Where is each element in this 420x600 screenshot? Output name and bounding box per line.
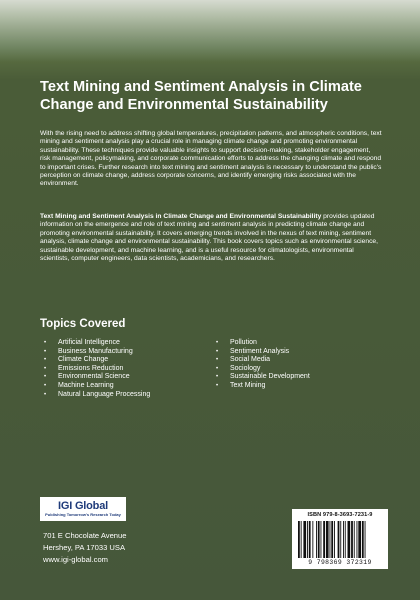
topic-item: • Social Media	[216, 356, 271, 364]
description-paragraph-1: With the rising need to address shifting global temperatures, precipitation patterns, and atmospheric conditions, text mining and sentiment analysis play a crucial role in managing climate change and promoting environmental sustainability. These techniques provide valuable insights to support decision-making, stakeholder engagement, risk management, policymaking, and corporate communication efforts to address the changing climate and respond to important crises. Further research into text mining and sentiment analysis is necessary to understand the public's perception on climate change, address corporate concerns, and identify emerging risks associated with the environment.	[40, 130, 382, 188]
bullet-icon: •	[216, 374, 219, 381]
book-title: Text Mining and Sentiment Analysis in Climate Change and Environmental Sustainability	[40, 79, 362, 113]
topic-item: • Machine Learning	[44, 381, 114, 389]
isbn-label: ISBN 979-8-3693-7231-9	[307, 512, 373, 518]
topic-item: • Environmental Science	[44, 373, 130, 381]
topics-heading: Topics Covered	[40, 318, 126, 330]
bullet-icon: •	[44, 348, 47, 355]
topic-item: • Emissions Reduction	[44, 364, 124, 372]
bullet-icon: •	[44, 391, 47, 398]
publisher-address	[43, 530, 126, 567]
topic-item: • Sustainable Development	[216, 373, 310, 381]
description-body: provides updated information on the emergence and role of text mining and sentiment analysis in predicting climate change and promoting environmental sustainability. It covers emerging trends involved in the nexus of text mining, sentiment analysis, climate change and environmental sustainability. This book covers topics such as environmental science, sustainable development, and machine learning, and is a useful resource for climatologists, environmental scientists, computer engineers, data scientists, academicians, and researchers.	[40, 213, 379, 263]
description-paragraph-2	[40, 213, 382, 263]
bullet-icon: •	[216, 357, 219, 364]
bullet-icon: •	[216, 348, 219, 355]
topic-item: • Text Mining	[216, 381, 266, 389]
igi-global-logo	[40, 497, 126, 521]
bullet-icon: •	[44, 357, 47, 364]
isbn-digits: 9 798369 372319	[308, 559, 372, 566]
topic-item: • Sentiment Analysis	[216, 347, 290, 355]
topic-item: • Natural Language Processing	[44, 390, 151, 398]
barcode-icon	[298, 521, 382, 558]
topic-item: • Artificial Intelligence	[44, 339, 120, 346]
bullet-icon: •	[44, 365, 47, 372]
address-street: 701 E Chocolate Avenue	[43, 531, 127, 540]
bullet-icon: •	[44, 382, 47, 389]
bullet-icon: •	[44, 374, 47, 381]
topic-item: • Pollution	[216, 339, 257, 346]
topic-item: • Business Manufacturing	[44, 347, 133, 355]
bullet-icon: •	[216, 365, 219, 372]
logo-tagline: Publishing Tomorrow's Research Today	[45, 512, 121, 517]
description-bold-title: Text Mining and Sentiment Analysis in Climate Change and Environmental Sustainability	[40, 213, 322, 220]
topics-list-right	[216, 339, 310, 391]
bullet-icon: •	[216, 340, 219, 346]
bullet-icon: •	[44, 340, 47, 346]
topics-list-left	[44, 339, 150, 399]
logo-name: IGI Global	[58, 500, 108, 512]
topic-item: • Sociology	[216, 364, 261, 372]
address-city: Hershey, PA 17033 USA	[43, 543, 126, 553]
topic-item: • Climate Change	[44, 356, 109, 364]
bullet-icon: •	[216, 382, 219, 389]
publisher-website: www.igi-global.com	[43, 555, 108, 565]
isbn-barcode-block	[292, 509, 388, 569]
